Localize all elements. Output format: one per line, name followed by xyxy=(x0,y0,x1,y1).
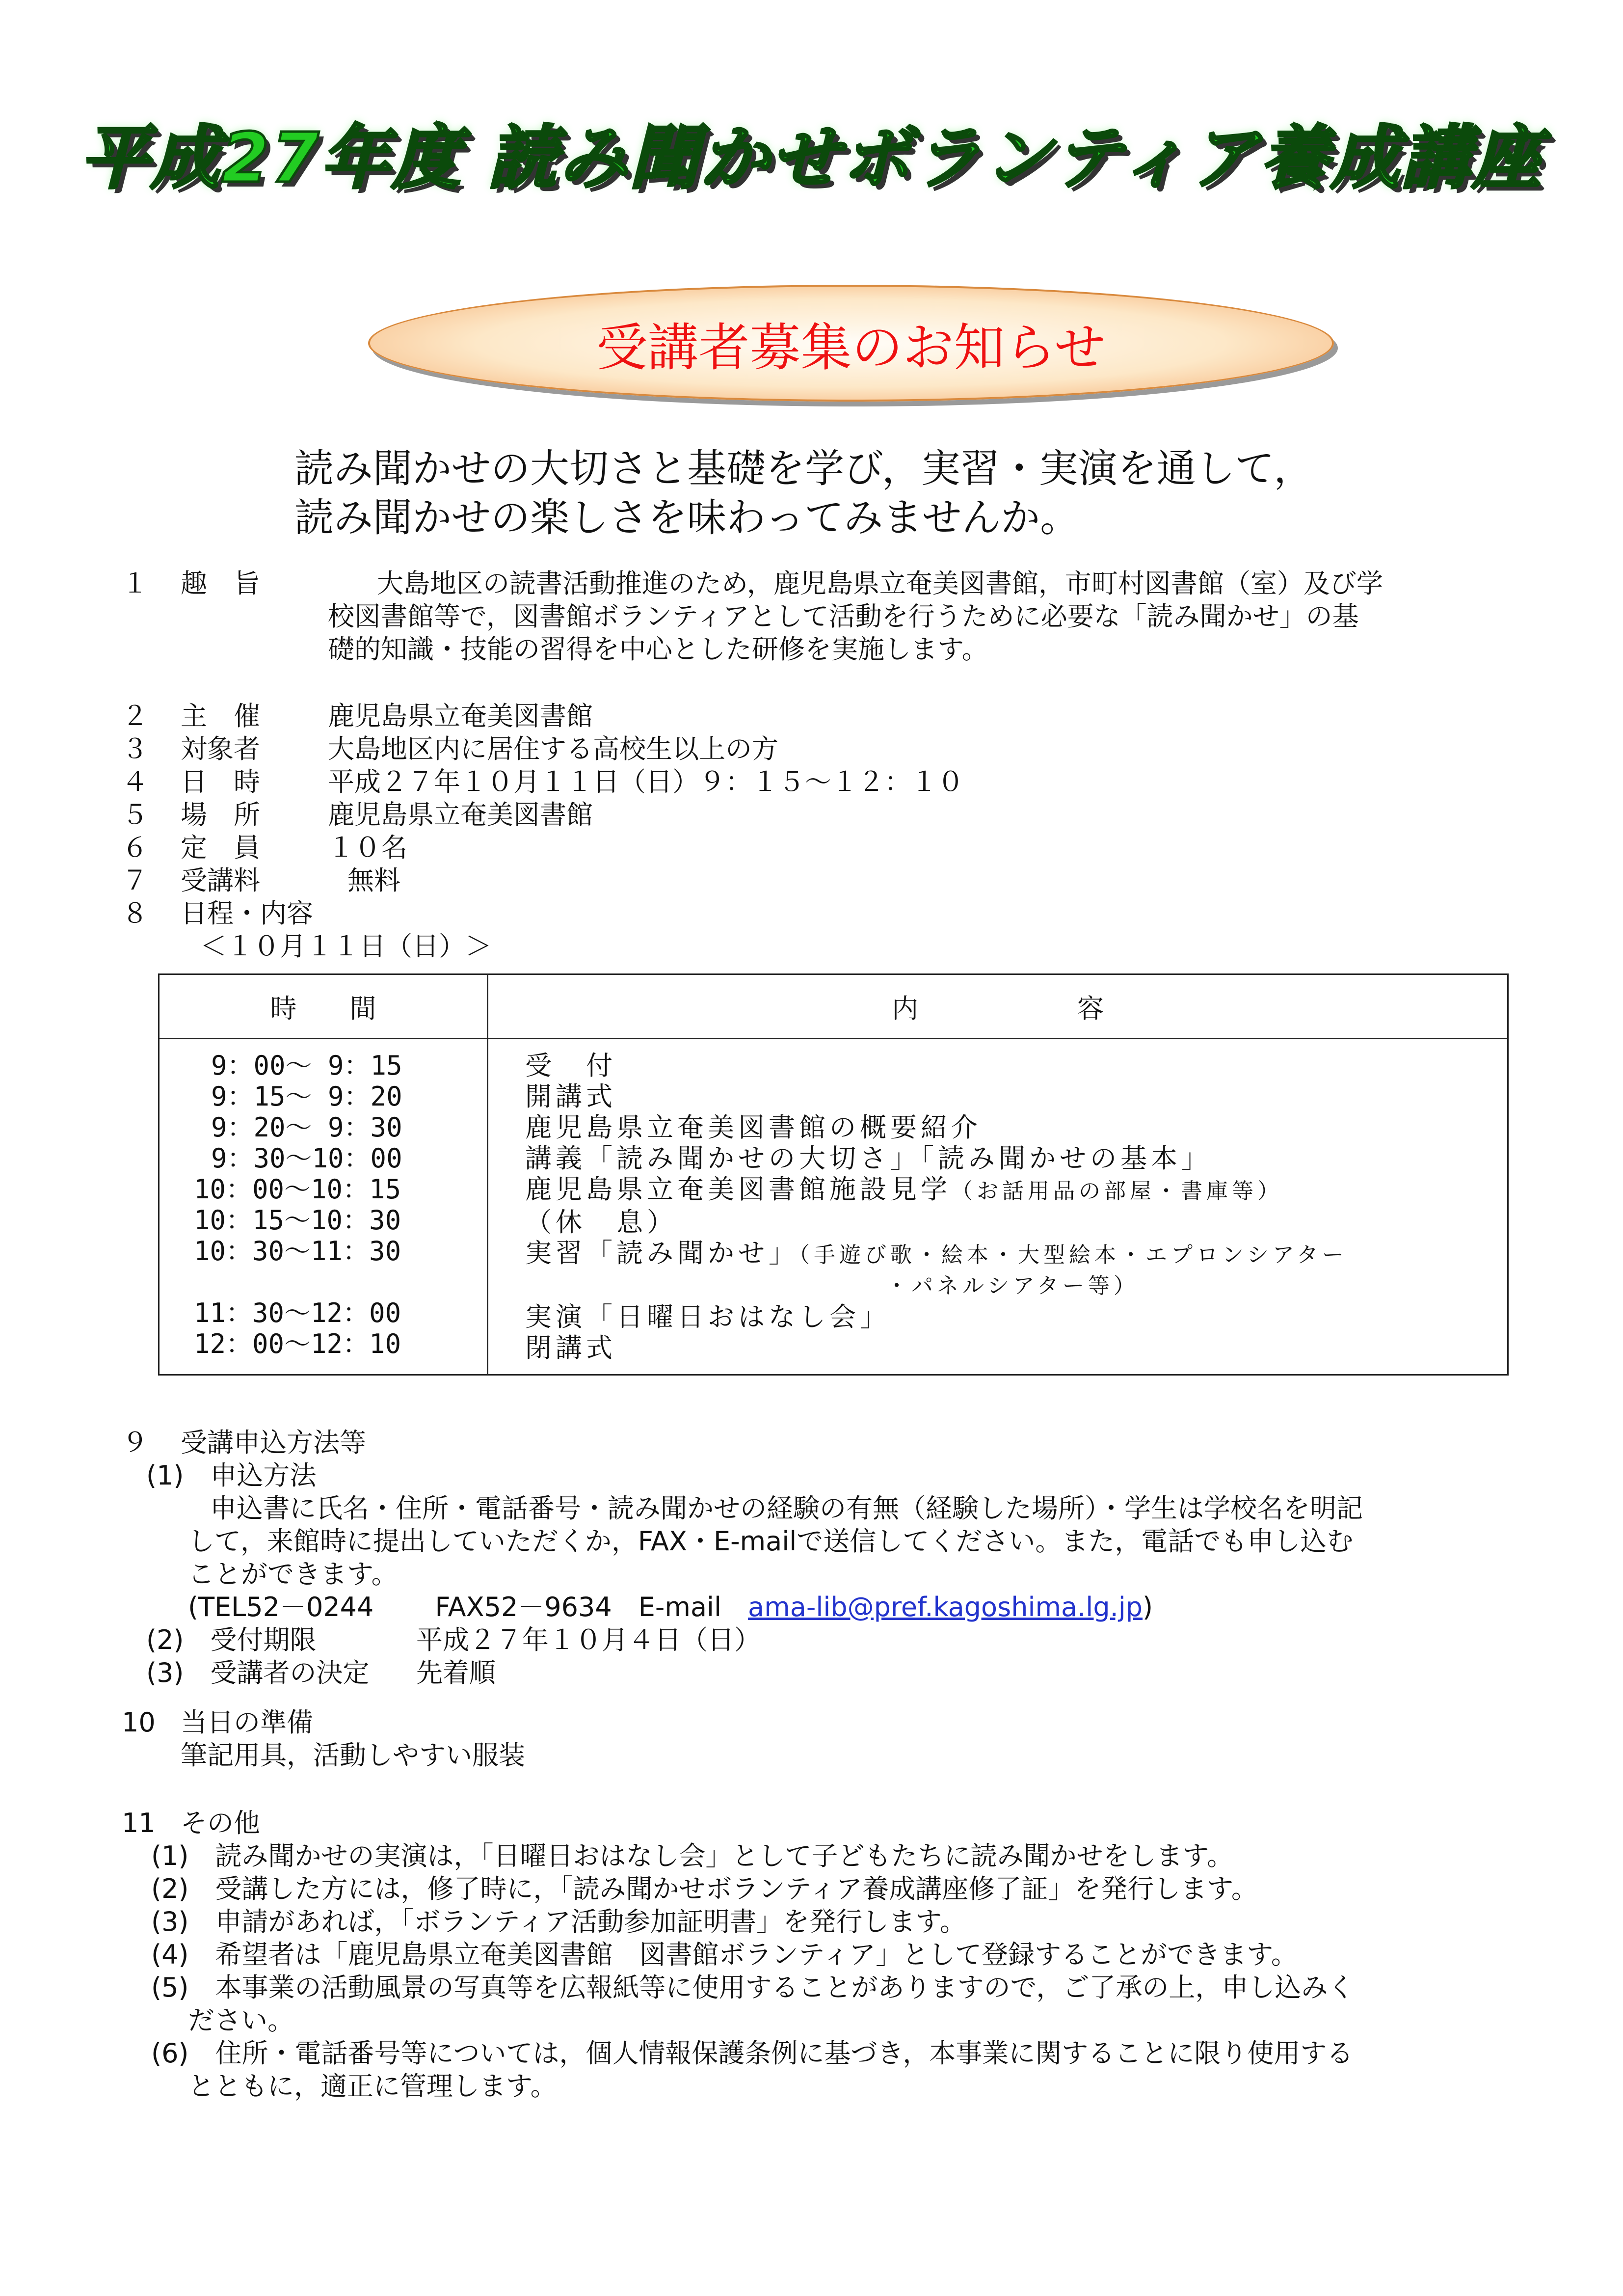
section-value: 無料 xyxy=(347,865,400,896)
section-number: ６ xyxy=(122,832,148,863)
apply-method-label: (1) 申込方法 xyxy=(146,1460,317,1491)
prep-value: 筆記用具，活動しやすい服装 xyxy=(181,1740,525,1771)
notice-banner-text: 受講者募集のお知らせ xyxy=(596,318,1106,378)
section-number: １ xyxy=(122,568,148,599)
info-fee xyxy=(122,864,964,897)
content-cell: 閉講式 xyxy=(525,1332,616,1363)
info-capacity xyxy=(122,831,964,864)
time-cell: 11：30～12：00 xyxy=(194,1297,401,1328)
time-cell: 10：00～10：15 xyxy=(194,1174,401,1205)
apply-decision-label: (3) 受講者の決定 xyxy=(146,1657,370,1688)
section-label: 対象者 xyxy=(181,733,260,764)
info-organizer xyxy=(122,700,964,732)
section-label: 場 所 xyxy=(181,799,260,830)
section-other xyxy=(122,1807,1354,2103)
lead-line: 読み聞かせの楽しさを味わってみませんか。 xyxy=(294,495,1080,540)
lead-line: 読み聞かせの大切さと基礎を学び，実習・実演を通して， xyxy=(294,446,1313,491)
content-note: ・パネルシアター等） xyxy=(886,1273,1139,1298)
section-number: ９ xyxy=(122,1427,148,1458)
apply-method-line: ことができます。 xyxy=(188,1559,398,1590)
other-item: (3) 申請があれば，「ボランティア活動参加証明書」を発行します。 xyxy=(151,1906,966,1937)
other-item: (4) 希望者は「鹿児島県立奄美図書館 図書館ボランティア」として登録することができます。 xyxy=(151,1939,1298,1970)
section-label: その他 xyxy=(181,1808,260,1838)
time-cell: 9：20～ 9：30 xyxy=(211,1112,402,1143)
section-label: 日 時 xyxy=(181,766,260,797)
section-value: 鹿児島県立奄美図書館 xyxy=(328,799,593,830)
contact-close: ) xyxy=(1143,1592,1153,1622)
apply-contact xyxy=(122,1591,1363,1623)
schedule-date: ＜１０月１１日（日）＞ xyxy=(200,931,492,962)
time-cell: 10：15～10：30 xyxy=(194,1205,401,1236)
info-list xyxy=(122,700,964,963)
section-value: 鹿児島県立奄美図書館 xyxy=(328,701,593,731)
info-venue xyxy=(122,798,964,831)
info-datetime xyxy=(122,765,964,798)
content-cell: 受 付 xyxy=(525,1050,616,1081)
section-value: 大島地区内に居住する高校生以上の方 xyxy=(328,733,778,764)
section-value: １０名 xyxy=(328,832,407,863)
section-label: 受講申込方法等 xyxy=(181,1427,366,1458)
other-item: (1) 読み聞かせの実演は，「日曜日おはなし会」として子どもたちに読み聞かせをします。 xyxy=(151,1840,1234,1871)
purpose-text xyxy=(328,567,1383,666)
other-item-cont: ださい。 xyxy=(188,2005,294,2036)
time-column xyxy=(159,1039,488,1375)
section-label: 当日の準備 xyxy=(181,1707,313,1738)
purpose-line: 礎的知識・技能の習得を中心とした研修を実施します。 xyxy=(328,634,988,665)
section-prep xyxy=(122,1706,525,1772)
section-number: 11 xyxy=(122,1808,156,1838)
page-title: 平成27年度 読み聞かせボランティア養成講座 xyxy=(80,118,1543,198)
content-cell: 鹿児島県立奄美図書館の概要紹介 xyxy=(525,1112,982,1143)
section-label: 日程・内容 xyxy=(181,898,313,929)
apply-deadline-value: 平成２７年１０月４日（日） xyxy=(416,1624,761,1655)
section-number: ３ xyxy=(122,733,148,764)
apply-deadline-label: (2) 受付期限 xyxy=(146,1624,317,1655)
lead-text xyxy=(294,444,1313,542)
schedule-table xyxy=(158,973,1509,1376)
email-link[interactable]: ama-lib@pref.kagoshima.lg.jp xyxy=(748,1592,1143,1622)
info-schedule xyxy=(122,897,964,930)
content-cell: （休 息） xyxy=(525,1207,677,1238)
contact-text: (TEL52－0244 FAX52－9634 E-mail xyxy=(188,1592,748,1622)
time-cell: 10：30～11：30 xyxy=(194,1236,401,1267)
time-cell: 9：30～10：00 xyxy=(211,1143,402,1174)
other-item: (2) 受講した方には，修了時に，「読み聞かせボランティア養成講座修了証」を発行します。 xyxy=(151,1873,1258,1904)
content-cell: 講義「読み聞かせの大切さ」「読み聞かせの基本」 xyxy=(525,1143,1212,1174)
section-label: 定 員 xyxy=(181,832,260,863)
purpose-line: 校図書館等で，図書館ボランティアとして活動を行うために必要な「読み聞かせ」の基 xyxy=(328,601,1359,632)
header-time: 時 間 xyxy=(159,974,488,1039)
other-item-cont: とともに，適正に管理します。 xyxy=(188,2071,557,2102)
section-number: ７ xyxy=(122,865,148,896)
time-cell: 9：15～ 9：20 xyxy=(211,1081,402,1112)
time-cell: 12：00～12：10 xyxy=(194,1328,401,1359)
section-apply xyxy=(122,1426,1363,1689)
section-value: 平成２７年１０月１１日（日）９：１５～１２：１０ xyxy=(328,766,964,797)
other-item: (6) 住所・電話番号等については，個人情報保護条例に基づき，本事業に関することに限り使用する xyxy=(151,2038,1354,2069)
schedule-header-row xyxy=(159,974,1508,1039)
apply-method-line: 申込書に氏名・住所・電話番号・読み聞かせの経験の有無（経験した場所）・学生は学校名を明記 xyxy=(210,1493,1363,1524)
content-note: （お話用品の部屋・書庫等） xyxy=(951,1179,1283,1204)
content-cell: 実演「日曜日おはなし会」 xyxy=(525,1301,890,1332)
section-number: ５ xyxy=(122,799,148,830)
content-cell: 実習「読み聞かせ」 xyxy=(525,1238,799,1269)
section-label: 主 催 xyxy=(181,701,260,731)
content-column xyxy=(488,1039,1508,1375)
info-target xyxy=(122,732,964,765)
section-number: 10 xyxy=(122,1707,156,1738)
section-label: 受講料 xyxy=(181,865,260,896)
notice-banner xyxy=(368,285,1334,402)
content-cell: 鹿児島県立奄美図書館施設見学 xyxy=(525,1174,951,1205)
apply-method-line: して，来館時に提出していただくか，FAX・E-mailで送信してください。また，電話でも申し込む xyxy=(188,1526,1354,1557)
section-purpose xyxy=(122,567,347,600)
content-cell: 開講式 xyxy=(525,1081,616,1112)
header-content: 内 容 xyxy=(488,974,1508,1039)
time-cell: 9：00～ 9：15 xyxy=(211,1050,402,1081)
apply-decision-value: 先着順 xyxy=(416,1657,496,1688)
section-number: ８ xyxy=(122,898,148,929)
other-item: (5) 本事業の活動風景の写真等を広報紙等に使用することがありますので，ご了承の上，申し込みく xyxy=(151,1972,1355,2003)
section-label: 趣 旨 xyxy=(181,568,260,599)
section-number: ２ xyxy=(122,701,148,731)
section-number: ４ xyxy=(122,766,148,797)
schedule-body-row xyxy=(159,1039,1508,1375)
purpose-line: 大島地区の読書活動推進のため，鹿児島県立奄美図書館，市町村図書館（室）及び学 xyxy=(377,568,1383,599)
content-note: （手遊び歌・絵本・大型絵本・エプロンシアター xyxy=(799,1243,1348,1268)
